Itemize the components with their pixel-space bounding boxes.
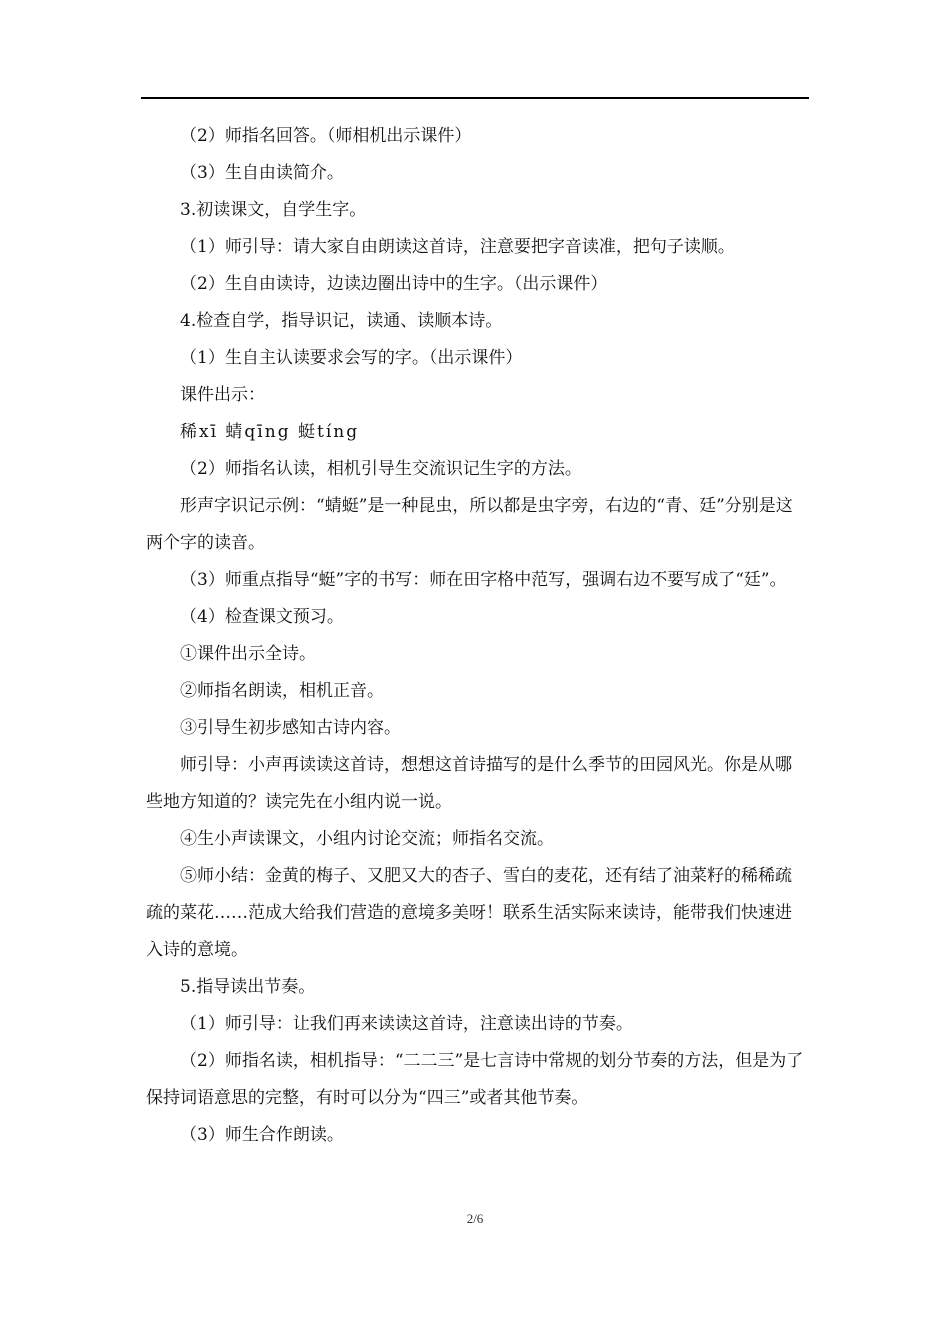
paragraph: 师引导：小声再读读这首诗，想想这首诗描写的是什么季节的田园风光。你是从哪些地方知道的？读完先在小组内说一说。: [146, 755, 792, 812]
pinyin-line: 稀xī 蜻qīng 蜓tíng: [180, 422, 360, 442]
paragraph: （2）师指名读，相机指导：“二二三”是七言诗中常规的划分节奏的方法，但是为了保持词语意思的完整，有时可以分为“四三”或者其他节奏。: [146, 1051, 804, 1108]
paragraph: ②师指名朗读，相机正音。: [180, 681, 384, 701]
page-number: 2/6: [466, 1211, 484, 1226]
paragraph: （3）师重点指导“蜓”字的书写：师在田字格中范写，强调右边不要写成了“廷”。: [180, 570, 787, 590]
paragraph: 课件出示：: [180, 385, 265, 405]
paragraph: ④生小声读课文，小组内讨论交流；师指名交流。: [180, 829, 554, 849]
paragraph: 4.检查自学，指导识记，读通、读顺本诗。: [180, 311, 503, 331]
paragraph: ③引导生初步感知古诗内容。: [180, 718, 401, 738]
paragraph: ⑤师小结：金黄的梅子、又肥又大的杏子、雪白的麦花，还有结了油菜籽的稀稀疏疏的菜花……范成大给我们营造的意境多美呀！联系生活实际来读诗，能带我们快速进入诗的意境。: [146, 866, 792, 960]
header-rule: [141, 97, 809, 99]
paragraph: （2）师指名回答。（师相机出示课件）: [180, 126, 472, 146]
paragraph: （1）生自主认读要求会写的字。（出示课件）: [180, 348, 523, 368]
paragraph: （3）生自由读简介。: [180, 163, 344, 183]
document-body: [146, 118, 808, 1154]
paragraph: 3.初读课文，自学生字。: [180, 200, 367, 220]
paragraph: ①课件出示全诗。: [180, 644, 316, 664]
paragraph: （1）师引导：让我们再来读读这首诗，注意读出诗的节奏。: [180, 1014, 633, 1034]
paragraph: （4）检查课文预习。: [180, 607, 344, 627]
paragraph: 形声字识记示例：“蜻蜓”是一种昆虫，所以都是虫字旁，右边的“青、廷”分别是这两个字的读音。: [146, 496, 793, 553]
paragraph: （3）师生合作朗读。: [180, 1125, 344, 1145]
paragraph: （1）师引导：请大家自由朗读这首诗，注意要把字音读准，把句子读顺。: [180, 237, 735, 257]
paragraph: （2）生自由读诗，边读边圈出诗中的生字。（出示课件）: [180, 274, 608, 294]
paragraph: （2）师指名认读，相机引导生交流识记生字的方法。: [180, 459, 582, 479]
paragraph: 5.指导读出节奏。: [180, 977, 316, 997]
